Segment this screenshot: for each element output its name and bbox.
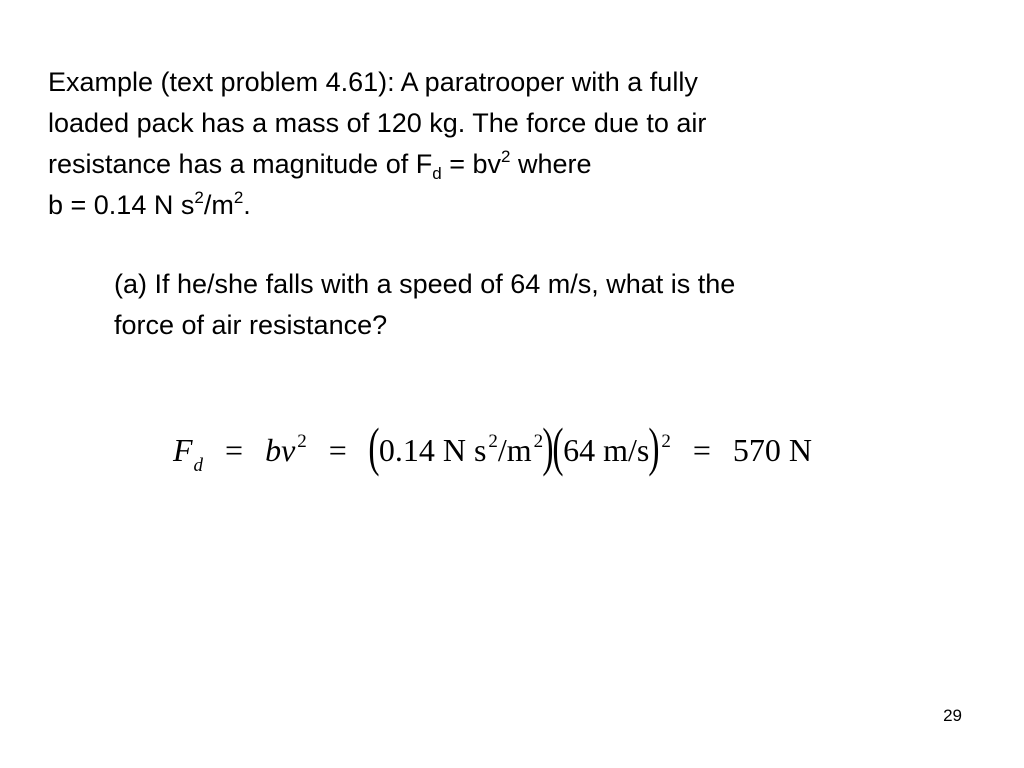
b-meters-exponent: 2	[533, 431, 544, 452]
b-value-mid: /m	[497, 432, 532, 468]
bv-term: bv	[265, 432, 296, 468]
problem-statement	[48, 62, 948, 226]
problem-line-4-end: .	[243, 190, 251, 220]
open-paren-1: (	[368, 417, 380, 477]
question-line-2: force of air resistance?	[114, 310, 388, 340]
open-paren-2: (	[552, 417, 564, 477]
problem-line-4-mid: /m	[203, 190, 234, 220]
drag-force-subscript: d	[432, 164, 442, 183]
problem-line-3-text: resistance has a magnitude of F	[48, 149, 433, 179]
close-paren-1: )	[542, 417, 554, 477]
velocity-exponent: 2	[500, 147, 511, 166]
meters-exponent: 2	[233, 188, 244, 207]
question-line-1: (a) If he/she falls with a speed of 64 m/s, what is the	[114, 269, 736, 299]
solution-equation	[173, 417, 813, 480]
result-value: 570 N	[732, 432, 813, 468]
equals-sign-3: =	[692, 432, 711, 468]
problem-line-4-start: b = 0.14 N s	[48, 190, 195, 220]
seconds-exponent: 2	[194, 188, 204, 207]
b-value: 0.14 N s	[378, 432, 487, 468]
problem-line-3	[48, 144, 948, 185]
question-a	[114, 264, 934, 346]
problem-line-2: loaded pack has a mass of 120 kg. The force due to air	[48, 108, 707, 138]
equals-sign-1: =	[225, 432, 244, 468]
close-paren-2: )	[648, 417, 660, 477]
bv-exponent: 2	[297, 431, 307, 452]
page-number: 29	[943, 706, 962, 725]
v-exponent: 2	[661, 431, 671, 452]
equals-sign-2: =	[328, 432, 347, 468]
v-value: 64 m/s	[563, 432, 650, 468]
drag-force-subscript-eq: d	[193, 455, 204, 476]
problem-line-4	[48, 185, 948, 226]
b-seconds-exponent: 2	[488, 431, 498, 452]
problem-line-3-end: where	[510, 149, 592, 179]
problem-line-1: Example (text problem 4.61): A paratrooper with a fully	[48, 67, 698, 97]
problem-line-3-mid: = bv	[441, 149, 501, 179]
drag-force-symbol: F	[173, 432, 193, 468]
